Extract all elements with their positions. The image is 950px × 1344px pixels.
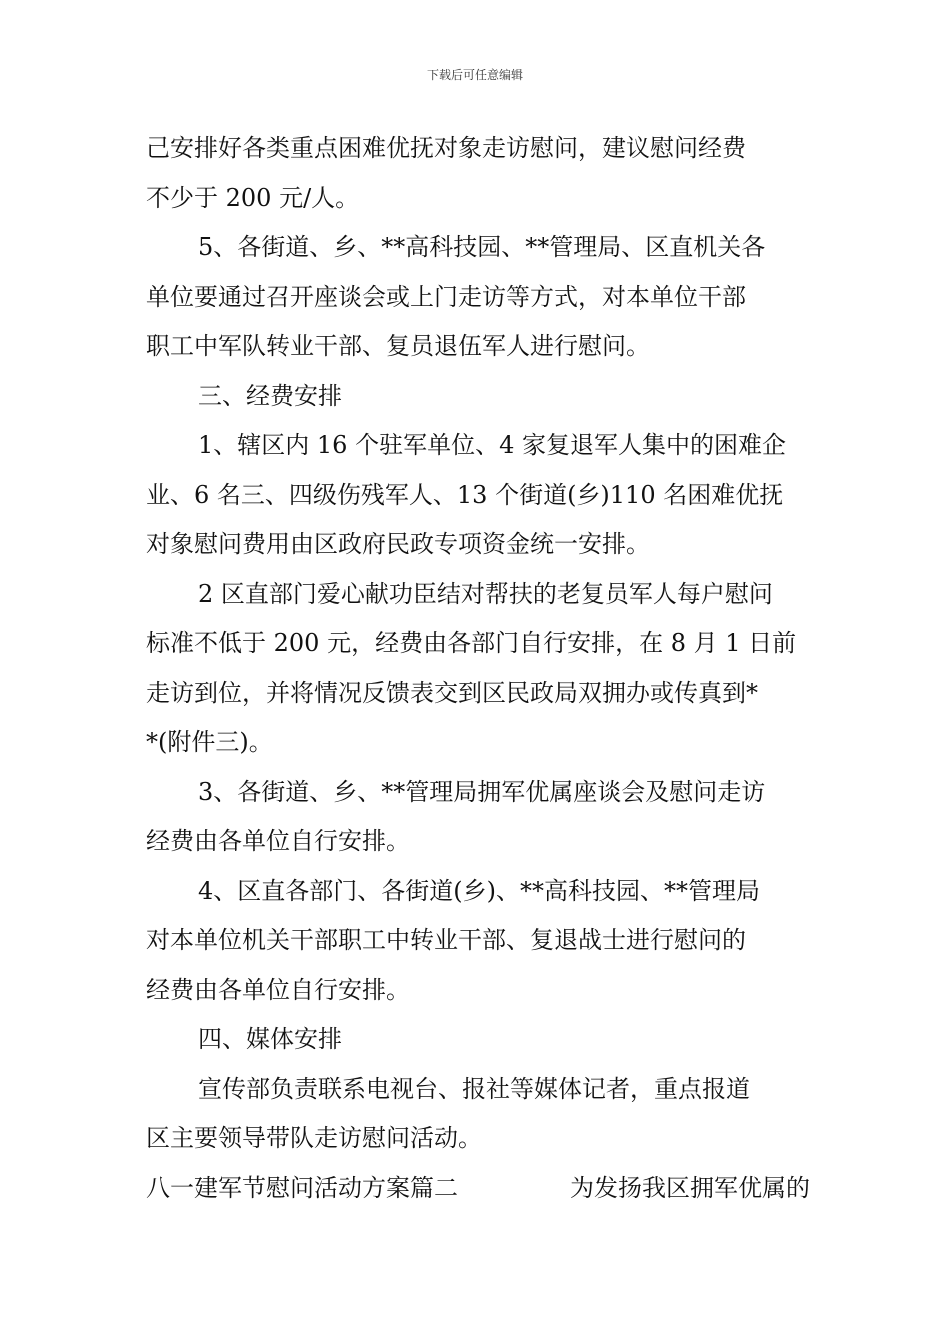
text-line: 对象慰问费用由区政府民政专项资金统一安排。 bbox=[146, 530, 650, 558]
article-title: 八一建军节慰问活动方案篇二 bbox=[146, 1173, 458, 1202]
section-heading: 三、经费安排 bbox=[198, 381, 342, 410]
text-line: 4、区直各部门、各街道(乡)、**高科技园、**管理局 bbox=[198, 876, 760, 905]
document-body bbox=[146, 124, 810, 1213]
section-heading: 四、媒体安排 bbox=[198, 1025, 342, 1053]
text-line: 单位要通过召开座谈会或上门走访等方式，对本单位干部 bbox=[146, 282, 746, 311]
text-line: 5、各街道、乡、**高科技园、**管理局、区直机关各 bbox=[198, 233, 766, 261]
title-line bbox=[146, 1164, 810, 1214]
text-line: 区主要领导带队走访慰问活动。 bbox=[146, 1124, 482, 1152]
text-line: 标准不低于 200 元，经费由各部门自行安排，在 8 月 1 日前 bbox=[146, 629, 797, 657]
text-line: 业、6 名三、四级伤残军人、13 个街道(乡)110 名困难优抚 bbox=[146, 480, 784, 509]
text-continuation: 为发扬我区拥军优属的 bbox=[570, 1173, 810, 1202]
text-line: 不少于 200 元/人。 bbox=[146, 183, 360, 212]
text-line: 经费由各单位自行安排。 bbox=[146, 827, 410, 855]
text-line: 对本单位机关干部职工中转业干部、复退战士进行慰问的 bbox=[146, 926, 746, 954]
text-line: 宣传部负责联系电视台、报社等媒体记者，重点报道 bbox=[198, 1074, 750, 1103]
page-header: 下载后可任意编辑 bbox=[426, 68, 523, 82]
text-line: *(附件三)。 bbox=[146, 728, 273, 756]
text-line: 己安排好各类重点困难优抚对象走访慰问，建议慰问经费 bbox=[146, 134, 746, 162]
text-line: 1、辖区内 16 个驻军单位、4 家复退军人集中的困难企 bbox=[198, 431, 786, 459]
text-line: 经费由各单位自行安排。 bbox=[146, 975, 410, 1004]
text-line: 3、各街道、乡、**管理局拥军优属座谈会及慰问走访 bbox=[198, 777, 766, 806]
text-line: 走访到位，并将情况反馈表交到区民政局双拥办或传真到* bbox=[146, 678, 758, 707]
text-line: 职工中军队转业干部、复员退伍军人进行慰问。 bbox=[146, 332, 650, 360]
text-line: 2 区直部门爱心献功臣结对帮扶的老复员军人每户慰问 bbox=[198, 579, 773, 608]
